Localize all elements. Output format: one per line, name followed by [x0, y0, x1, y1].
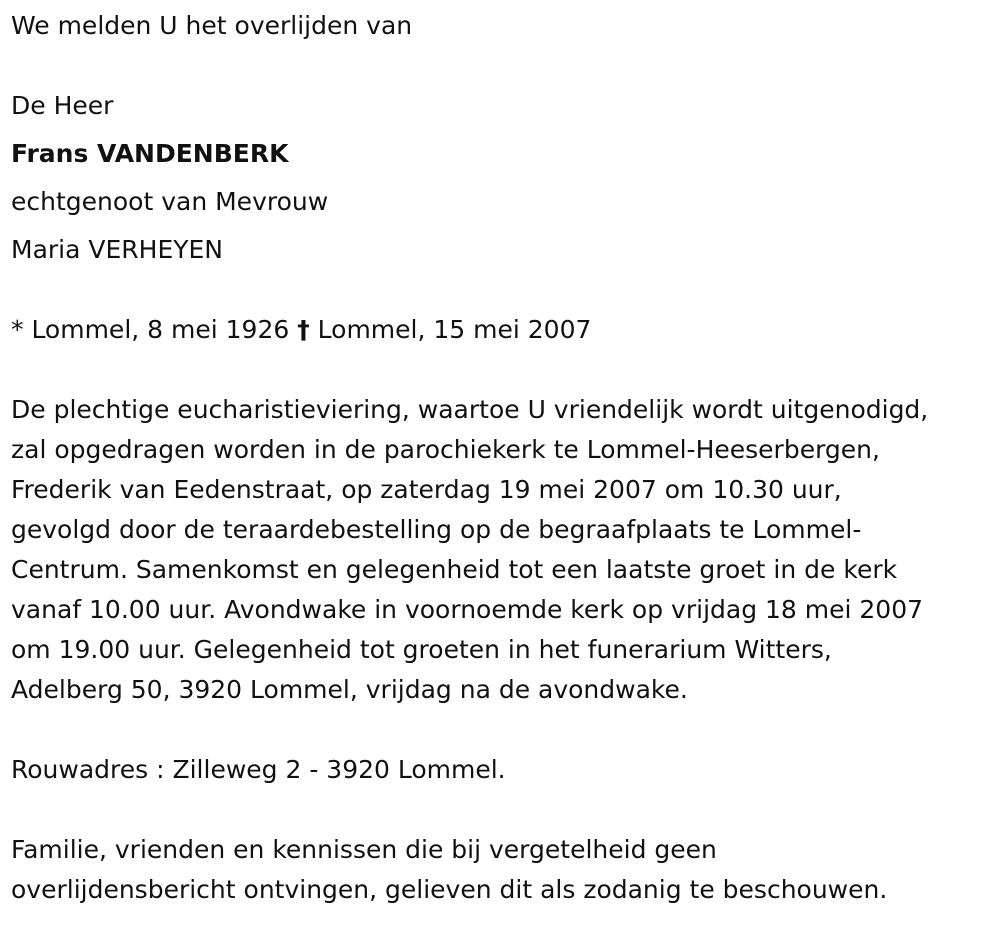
birth-info: * Lommel, 8 mei 1926 — [11, 315, 290, 344]
closing-line: Familie, vrienden en kennissen die bij vergetelheid geen — [11, 835, 717, 864]
title-prefix: De Heer — [11, 91, 114, 120]
closing-line: overlijdensbericht ontvingen, gelieven dit als zodanig te beschouwen. — [11, 875, 888, 904]
ceremony-line: Adelberg 50, 3920 Lommel, vrijdag na de avondwake. — [11, 675, 688, 704]
ceremony-line: gevolgd door de teraardebestelling op de begraafplaats te Lommel- — [11, 515, 862, 544]
spouse-relation: echtgenoot van Mevrouw — [11, 187, 329, 216]
intro-text: We melden U het overlijden van — [11, 11, 413, 40]
ceremony-line: vanaf 10.00 uur. Avondwake in voornoemde kerk op vrijdag 18 mei 2007 — [11, 595, 924, 624]
ceremony-line: Frederik van Eedenstraat, op zaterdag 19 mei 2007 om 10.30 uur, — [11, 475, 842, 504]
ceremony-line: Centrum. Samenkomst en gelegenheid tot een laatste groet in de kerk — [11, 555, 898, 584]
spouse-name: Maria VERHEYEN — [11, 235, 224, 264]
ceremony-line: zal opgedragen worden in de parochiekerk te Lommel-Heeserbergen, — [11, 435, 880, 464]
ceremony-line: om 19.00 uur. Gelegenheid tot groeten in het funerarium Witters, — [11, 635, 832, 664]
ceremony-line: De plechtige eucharistieviering, waartoe U vriendelijk wordt uitgenodigd, — [11, 395, 929, 424]
deceased-name: Frans VANDENBERK — [11, 139, 289, 168]
death-info: Lommel, 15 mei 2007 — [317, 315, 592, 344]
mourning-address: Rouwadres : Zilleweg 2 - 3920 Lommel. — [11, 755, 506, 784]
cross-icon: † — [297, 315, 310, 344]
birth-death-line — [11, 315, 591, 345]
